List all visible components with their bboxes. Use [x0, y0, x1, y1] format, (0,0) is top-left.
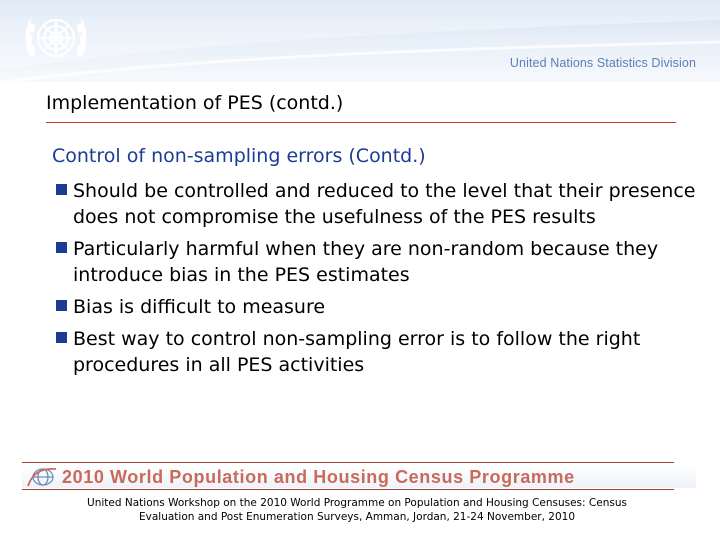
bullet-text: Particularly harmful when they are non-random because they introduce bias in the PES estimates: [73, 238, 659, 286]
slide-title: Implementation of PES (contd.): [46, 92, 344, 114]
workshop-caption: [0, 496, 714, 524]
bullet-list: [56, 178, 696, 384]
checkbox-square-icon: [56, 300, 67, 311]
division-label: United Nations Statistics Division: [509, 56, 696, 70]
bullet-item: [56, 294, 696, 320]
footer-divider-top: [22, 462, 674, 463]
census-programme-logo-icon: [26, 466, 58, 488]
slide-subtitle: Control of non-sampling errors (Contd.): [52, 145, 426, 167]
bullet-item: [56, 236, 696, 288]
bullet-text: Should be controlled and reduced to the level that their presence does not compromise the usefulness of the PES results: [73, 180, 696, 228]
checkbox-square-icon: [56, 332, 67, 343]
bullet-item: [56, 178, 696, 230]
footer-divider-bottom: [22, 489, 674, 490]
programme-title: 2010 World Population and Housing Census Programme: [62, 467, 575, 487]
workshop-line-1: United Nations Workshop on the 2010 World Programme on Population and Housing Censuses: Census: [87, 497, 627, 509]
bullet-text: Bias is difficult to measure: [73, 296, 326, 318]
bullet-item: [56, 326, 696, 378]
checkbox-square-icon: [56, 184, 67, 195]
checkbox-square-icon: [56, 242, 67, 253]
title-divider: [46, 122, 676, 123]
bullet-text: Best way to control non-sampling error is to follow the right procedures in all PES activities: [73, 328, 641, 376]
un-emblem-icon: [18, 6, 94, 74]
workshop-line-2: Evaluation and Post Enumeration Surveys, Amman, Jordan, 21-24 November, 2010: [139, 511, 575, 523]
